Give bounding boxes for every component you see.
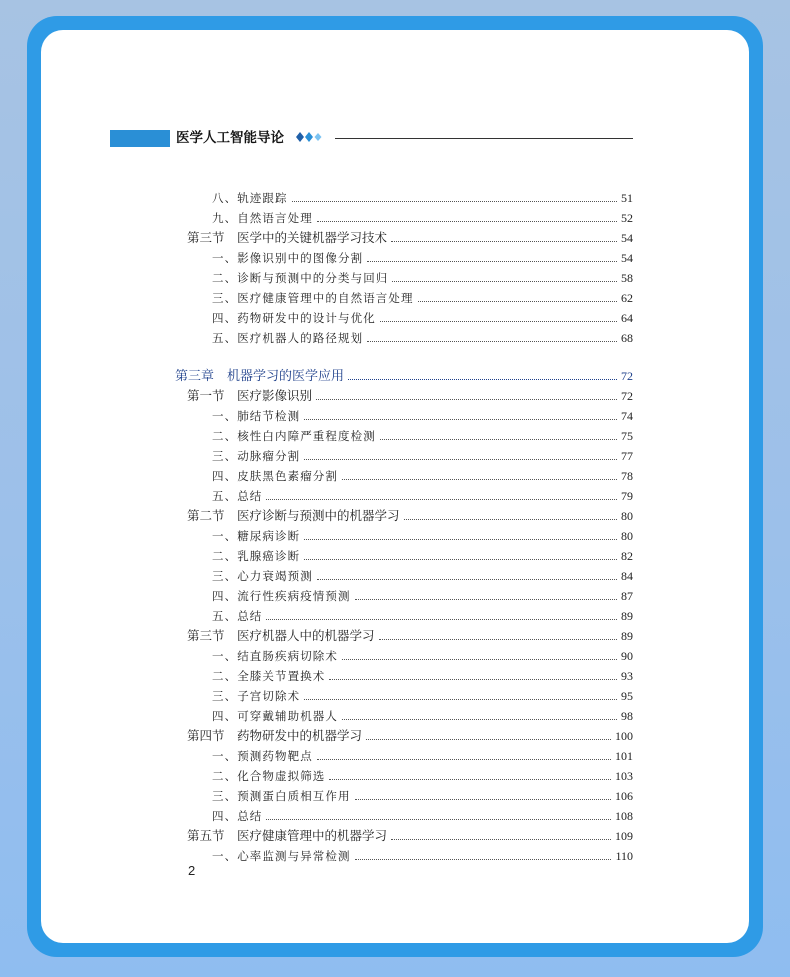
toc-leader-dots	[391, 241, 617, 242]
toc-entry-label: 第三节 医学中的关键机器学习技术	[187, 230, 388, 245]
toc-entry-page: 68	[621, 331, 633, 345]
toc-leader-dots	[355, 859, 612, 860]
toc-leader-dots	[366, 739, 611, 740]
toc-subsection-entry	[212, 266, 633, 286]
toc-entry-label: 第三节 医疗机器人中的机器学习	[187, 628, 375, 643]
blue-frame	[27, 16, 763, 957]
toc-leader-dots	[355, 799, 611, 800]
toc-entry-page: 58	[621, 271, 633, 285]
toc-entry-page: 106	[615, 789, 633, 803]
toc-subsection-entry	[212, 784, 633, 804]
toc-entry-label: 一、心率监测与异常检测	[212, 849, 351, 863]
toc-entry-page: 98	[621, 709, 633, 723]
toc-entry-page: 93	[621, 669, 633, 683]
toc-leader-dots	[317, 759, 611, 760]
toc-entry-label: 四、可穿戴辅助机器人	[212, 709, 338, 723]
toc-chapter-entry	[175, 364, 633, 384]
toc-entry-page: 51	[621, 191, 633, 205]
toc-leader-dots	[379, 639, 617, 640]
toc-entry-label: 第三章 机器学习的医学应用	[175, 369, 345, 384]
toc-entry-label: 五、医疗机器人的路径规划	[212, 331, 364, 345]
toc-subsection-entry	[212, 744, 633, 764]
toc-leader-dots	[342, 479, 617, 480]
toc-entry-label: 第四节 药物研发中的机器学习	[187, 728, 363, 743]
toc-entry-label: 四、流行性疾病疫情预测	[212, 589, 351, 603]
toc-subsection-entry	[212, 286, 633, 306]
toc-section-entry	[187, 824, 633, 844]
toc-leader-dots	[367, 341, 617, 342]
toc-leader-dots	[355, 599, 617, 600]
toc-subsection-entry	[212, 306, 633, 326]
toc-entry-page: 101	[615, 749, 633, 763]
toc-leader-dots	[329, 779, 611, 780]
toc-subsection-entry	[212, 704, 633, 724]
toc-entry-label: 五、总结	[212, 489, 263, 503]
toc-leader-dots	[304, 699, 617, 700]
toc-entry-page: 80	[621, 529, 633, 543]
toc-subsection-entry	[212, 684, 633, 704]
toc-leader-dots	[392, 281, 617, 282]
toc-entry-label: 一、肺结节检测	[212, 409, 301, 423]
toc-subsection-entry	[212, 404, 633, 424]
toc-subsection-entry	[212, 464, 633, 484]
toc-entry-page: 100	[615, 729, 633, 743]
toc-entry-label: 二、乳腺癌诊断	[212, 549, 301, 563]
toc-entry-label: 四、药物研发中的设计与优化	[212, 311, 376, 325]
toc-subsection-entry	[212, 186, 633, 206]
toc-entry-page: 95	[621, 689, 633, 703]
toc-entry-page: 90	[621, 649, 633, 663]
toc-entry-page: 108	[615, 809, 633, 823]
toc-entry-page: 89	[621, 629, 633, 643]
toc-leader-dots	[380, 439, 617, 440]
toc-entry-label: 八、轨迹跟踪	[212, 191, 288, 205]
toc-entry-page: 52	[621, 211, 633, 225]
toc-subsection-entry	[212, 246, 633, 266]
toc-entry-page: 82	[621, 549, 633, 563]
toc-entry-label: 二、全膝关节置换术	[212, 669, 326, 683]
toc-leader-dots	[367, 261, 617, 262]
toc-entry-page: 78	[621, 469, 633, 483]
toc-leader-dots	[404, 519, 617, 520]
toc-entry-label: 二、核性白内障严重程度检测	[212, 429, 376, 443]
toc-subsection-entry	[212, 424, 633, 444]
toc-leader-dots	[266, 499, 617, 500]
toc-entry-label: 第一节 医疗影像识别	[187, 388, 313, 403]
toc-entry-page: 72	[621, 369, 633, 383]
toc-leader-dots	[342, 659, 617, 660]
page-number: 2	[188, 863, 196, 878]
toc-entry-page: 103	[615, 769, 633, 783]
toc-entry-page: 75	[621, 429, 633, 443]
toc-subsection-entry	[212, 564, 633, 584]
toc-leader-dots	[304, 419, 617, 420]
toc-entry-label: 一、影像识别中的图像分割	[212, 251, 364, 265]
toc-entry-label: 三、动脉瘤分割	[212, 449, 301, 463]
toc-subsection-entry	[212, 804, 633, 824]
toc-entry-label: 一、糖尿病诊断	[212, 529, 301, 543]
toc-entry-page: 109	[615, 829, 633, 843]
toc-section-entry	[187, 724, 633, 744]
toc-entry-label: 九、自然语言处理	[212, 211, 313, 225]
toc-entry-label: 四、皮肤黑色素瘤分割	[212, 469, 338, 483]
toc-subsection-entry	[212, 664, 633, 684]
toc-subsection-entry	[212, 844, 633, 864]
toc-entry-label: 五、总结	[212, 609, 263, 623]
toc-entry-label: 一、结直肠疾病切除术	[212, 649, 338, 663]
book-page	[41, 30, 749, 943]
toc-leader-dots	[380, 321, 617, 322]
running-header-title: 医学人工智能导论	[176, 130, 284, 146]
toc-entry-page: 54	[621, 251, 633, 265]
toc-entry-label: 三、子宫切除术	[212, 689, 301, 703]
toc-subsection-entry	[212, 524, 633, 544]
toc-subsection-entry	[212, 544, 633, 564]
toc-entry-page: 77	[621, 449, 633, 463]
toc-leader-dots	[391, 839, 611, 840]
toc-entry-page: 54	[621, 231, 633, 245]
toc-entry-page: 110	[615, 849, 633, 863]
toc-leader-dots	[348, 379, 617, 380]
toc-entry-page: 64	[621, 311, 633, 325]
toc-entry-label: 第二节 医疗诊断与预测中的机器学习	[187, 508, 400, 523]
toc-entry-page: 74	[621, 409, 633, 423]
toc-leader-dots	[266, 819, 611, 820]
toc-entry-label: 四、总结	[212, 809, 263, 823]
toc-leader-dots	[317, 221, 617, 222]
toc-entry-label: 三、心力衰竭预测	[212, 569, 313, 583]
toc-leader-dots	[329, 679, 617, 680]
toc-entry-label: 一、预测药物靶点	[212, 749, 313, 763]
toc-entry-page: 79	[621, 489, 633, 503]
table-of-contents	[41, 30, 749, 943]
toc-subsection-entry	[212, 484, 633, 504]
toc-leader-dots	[317, 579, 617, 580]
toc-section-entry	[187, 504, 633, 524]
toc-entry-page: 72	[621, 389, 633, 403]
toc-leader-dots	[292, 201, 617, 202]
toc-subsection-entry	[212, 444, 633, 464]
toc-entry-page: 80	[621, 509, 633, 523]
toc-entry-label: 二、化合物虚拟筛选	[212, 769, 326, 783]
toc-subsection-entry	[212, 604, 633, 624]
toc-leader-dots	[304, 459, 617, 460]
toc-section-entry	[187, 624, 633, 644]
toc-leader-dots	[304, 539, 617, 540]
toc-section-entry	[187, 226, 633, 246]
toc-leader-dots	[304, 559, 617, 560]
toc-entry-page: 84	[621, 569, 633, 583]
toc-subsection-entry	[212, 584, 633, 604]
toc-subsection-entry	[212, 326, 633, 346]
toc-subsection-entry	[212, 764, 633, 784]
toc-entry-label: 二、诊断与预测中的分类与回归	[212, 271, 389, 285]
toc-section-entry	[187, 384, 633, 404]
toc-leader-dots	[266, 619, 617, 620]
toc-entry-label: 第五节 医疗健康管理中的机器学习	[187, 828, 388, 843]
toc-entry-page: 87	[621, 589, 633, 603]
toc-entry-label: 三、预测蛋白质相互作用	[212, 789, 351, 803]
toc-entry-page: 62	[621, 291, 633, 305]
toc-subsection-entry	[212, 644, 633, 664]
toc-leader-dots	[342, 719, 617, 720]
toc-entry-page: 89	[621, 609, 633, 623]
toc-entry-label: 三、医疗健康管理中的自然语言处理	[212, 291, 414, 305]
toc-leader-dots	[316, 399, 617, 400]
toc-subsection-entry	[212, 206, 633, 226]
toc-leader-dots	[418, 301, 617, 302]
